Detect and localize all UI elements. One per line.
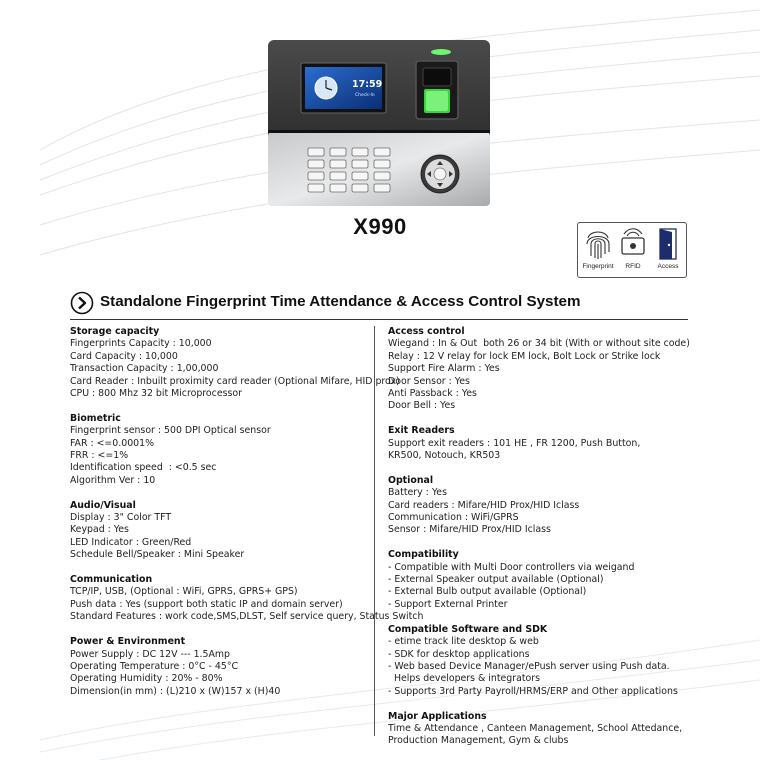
spec-line: Battery : Yes <box>388 487 447 499</box>
spec-line: - SDK for desktop applications <box>388 648 530 660</box>
spec-section-storage-capacity <box>70 326 400 400</box>
spec-line: Schedule Bell/Speaker : Mini Speaker <box>70 549 245 561</box>
spec-line: Production Management, Gym & clubs <box>388 735 569 747</box>
section-heading: Power & Environment <box>70 636 186 648</box>
title-row <box>70 291 690 317</box>
spec-section-exit-readers <box>388 425 688 462</box>
spec-line: Power Supply : DC 12V --- 1.5Amp <box>70 648 230 660</box>
spec-line: Card Capacity : 10,000 <box>70 350 178 362</box>
title-divider <box>70 319 688 320</box>
spec-line: Operating Temperature : 0°C - 45°C <box>70 660 239 672</box>
spec-line: - Compatible with Multi Door controllers via weigand <box>388 561 635 573</box>
door-icon <box>653 226 683 262</box>
section-heading: Major Applications <box>388 710 487 722</box>
model-name: X990 <box>353 214 407 239</box>
feature-label: Fingerprint <box>582 263 614 270</box>
section-heading: Audio/Visual <box>70 499 136 511</box>
section-heading: Access control <box>388 326 465 337</box>
spec-line: Time & Attendance , Canteen Management, School Attedance, <box>388 722 683 734</box>
spec-line: Dimension(in mm) : (L)210 x (W)157 x (H)40 <box>70 685 281 697</box>
spec-line: Wiegand : In & Out both 26 or 34 bit (With or without site code) <box>388 338 690 350</box>
spec-line: - Web based Device Manager/ePush server using Push data. <box>388 660 670 672</box>
page-title: Standalone Fingerprint Time Attendance & Access Control System <box>100 293 581 310</box>
section-heading: Communication <box>70 574 153 586</box>
section-heading: Optional <box>388 474 434 486</box>
spec-line: TCP/IP, USB, (Optional : WiFi, GPRS, GPRS+ GPS) <box>70 586 298 598</box>
device-image <box>268 40 490 206</box>
feature-label: Access <box>657 263 679 270</box>
spec-line: CPU : 800 Mhz 32 bit Microprocessor <box>70 388 242 400</box>
column-divider <box>374 326 375 736</box>
spec-line: Push data : Yes (support both static IP and domain server) <box>70 598 343 610</box>
spec-section-communication <box>70 574 424 624</box>
spec-section-major-applications <box>388 711 688 748</box>
right-column <box>388 326 688 760</box>
device-screen-time: 17:59 <box>352 79 383 90</box>
section-heading: Biometric <box>70 412 121 424</box>
spec-line: Transaction Capacity : 1,00,000 <box>70 363 219 375</box>
spec-line: - etime track lite desktop & web <box>388 636 539 648</box>
spec-section-power-environment <box>70 636 370 698</box>
section-heading: Exit Readers <box>388 425 455 437</box>
feature-access <box>650 226 686 276</box>
section-heading: Compatible Software and SDK <box>388 623 548 635</box>
spec-section-optional <box>388 475 688 537</box>
chevron-right-icon <box>70 291 94 315</box>
spec-line: FAR : <=0.0001% <box>70 437 154 449</box>
spec-line: Display : 3" Color TFT <box>70 512 172 524</box>
spec-line: Identification speed : <0.5 sec <box>70 462 217 474</box>
spec-section-access-control <box>388 326 688 413</box>
spec-section-compatible-software-and-sdk <box>388 624 688 698</box>
section-heading: Storage capacity <box>70 326 160 337</box>
spec-line: Keypad : Yes <box>70 524 129 536</box>
feature-label: RFID <box>625 263 641 270</box>
spec-line: Relay : 12 V relay for lock EM lock, Bolt Lock or Strike lock <box>388 350 661 362</box>
spec-line: - External Bulb output available (Optional) <box>388 586 587 598</box>
spec-line: Sensor : Mifare/HID Prox/HID Iclass <box>388 524 551 536</box>
spec-line: Helps developers & integrators <box>388 673 540 685</box>
feature-rfid <box>615 226 651 276</box>
spec-line: - Support External Printer <box>388 598 508 610</box>
spec-line: Standard Features : work code,SMS,DLST, Self service query, Status Switch <box>70 611 424 623</box>
spec-line: - Supports 3rd Party Payroll/HRMS/ERP and Other applications <box>388 685 678 697</box>
spec-line: Support Fire Alarm : Yes <box>388 363 500 375</box>
spec-section-compatibility <box>388 549 688 611</box>
spec-line: Support exit readers : 101 HE , FR 1200, Push Button, <box>388 437 641 449</box>
spec-line: Fingerprint sensor : 500 DPI Optical sensor <box>70 425 271 437</box>
feature-fingerprint <box>580 226 616 276</box>
spec-line: Card readers : Mifare/HID Prox/HID Iclass <box>388 499 580 511</box>
spec-line: Card Reader : Inbuilt proximity card reader (Optional Mifare, HID prox) <box>70 375 400 387</box>
rfid-icon <box>618 226 648 262</box>
spec-line: Anti Passback : Yes <box>388 388 477 400</box>
spec-line: Communication : WiFi/GPRS <box>388 512 519 524</box>
section-heading: Compatibility <box>388 549 459 561</box>
spec-line: LED Indicator : Green/Red <box>70 536 192 548</box>
spec-line: Algorithm Ver : 10 <box>70 474 156 486</box>
feature-icons-box <box>577 222 687 278</box>
fingerprint-icon <box>583 226 613 262</box>
spec-line: KR500, Notouch, KR503 <box>388 450 501 462</box>
spec-line: Door Bell : Yes <box>388 400 456 412</box>
spec-line: FRR : <=1% <box>70 450 129 462</box>
spec-line: - External Speaker output available (Optional) <box>388 574 604 586</box>
spec-line: Operating Humidity : 20% - 80% <box>70 673 223 685</box>
spec-line: Door Sensor : Yes <box>388 375 470 387</box>
device-screen-status: Check-In <box>355 93 375 98</box>
spec-section-biometric <box>70 413 370 487</box>
spec-line: Fingerprints Capacity : 10,000 <box>70 338 212 350</box>
spec-section-audio-visual <box>70 500 370 562</box>
